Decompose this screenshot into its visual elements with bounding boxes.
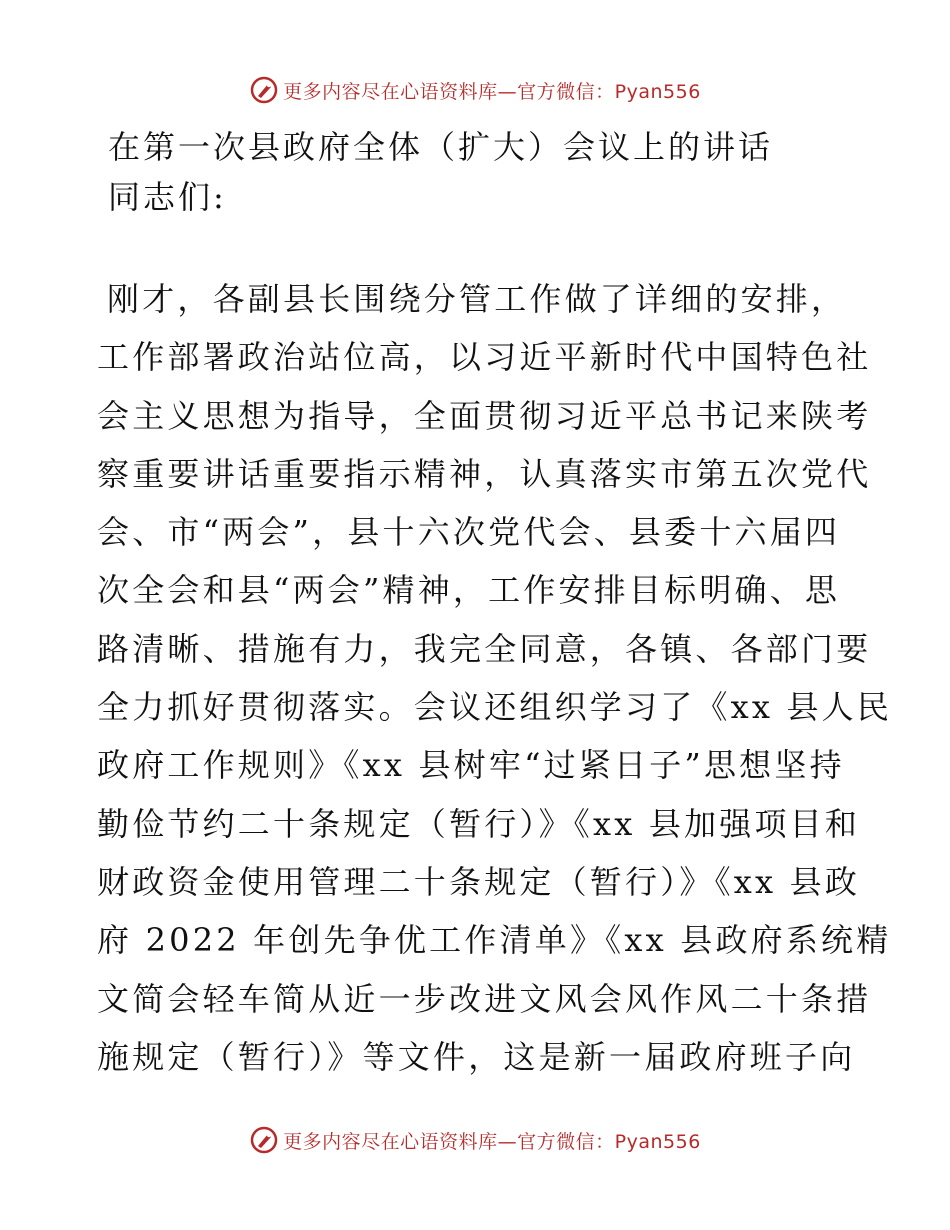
body-line: 会主义思想为指导，全面贯彻习近平总书记来陕考 bbox=[97, 396, 872, 435]
body-line: 工作部署政治站位高，以习近平新时代中国特色社 bbox=[97, 338, 872, 377]
body-line: 勤俭节约二十条规定（暂行）》《xx 县加强项目和 bbox=[97, 804, 861, 843]
salutation: 同志们: bbox=[108, 178, 227, 216]
pen-nib-logo-icon bbox=[249, 75, 279, 105]
body-line: 全力抓好贯彻落实。会议还组织学习了《xx 县人民 bbox=[97, 688, 893, 727]
body-line: 财政资金使用管理二十条规定（暂行）》《xx 县政 bbox=[97, 862, 861, 901]
body-line: 察重要讲话重要指示精神，认真落实市第五次党代 bbox=[97, 454, 872, 493]
watermark-banner-bottom bbox=[0, 1120, 950, 1160]
document-body bbox=[97, 270, 893, 1086]
watermark-text-top: 更多内容尽在心语资料库—官方微信：Pyan556 bbox=[283, 80, 701, 103]
body-line: 文简会轻车简从近一步改进文风会风作风二十条措 bbox=[97, 979, 872, 1018]
pen-nib-logo-icon bbox=[249, 1125, 279, 1155]
body-line: 次全会和县“两会”精神，工作安排目标明确、思 bbox=[97, 571, 841, 610]
body-line: 施规定（暂行）》等文件，这是新一届政府班子向 bbox=[97, 1037, 856, 1076]
body-line: 刚才，各副县长围绕分管工作做了详细的安排， bbox=[107, 280, 847, 318]
body-line: 会、市“两会”，县十六次党代会、县委十六届四 bbox=[97, 513, 841, 552]
watermark-banner-top bbox=[0, 70, 950, 110]
body-line: 路清晰、措施有力，我完全同意，各镇、各部门要 bbox=[97, 629, 872, 668]
body-line: 政府工作规则》《xx 县树牢“过紧日子”思想坚持 bbox=[97, 746, 845, 785]
document-title: 在第一次县政府全体（扩大）会议上的讲话 bbox=[108, 128, 774, 166]
watermark-text-bottom: 更多内容尽在心语资料库—官方微信：Pyan556 bbox=[283, 1130, 701, 1153]
body-line: 府 2022 年创先争优工作清单》《xx 县政府系统精 bbox=[97, 921, 892, 960]
